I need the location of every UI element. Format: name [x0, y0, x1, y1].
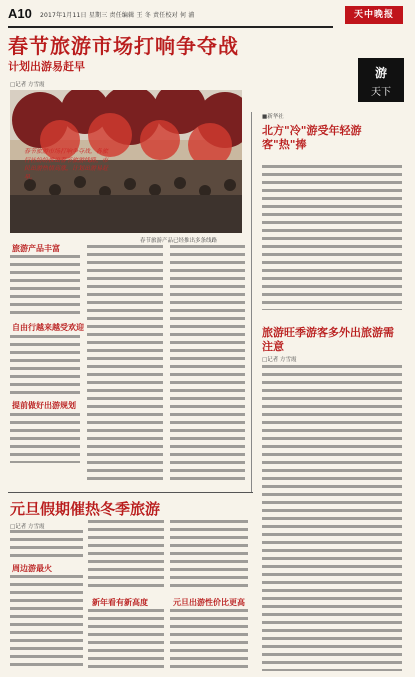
subhead-new-year: 新年看有新高度: [92, 598, 148, 607]
subhead-free-travel: 自由行越来越受欢迎: [12, 323, 84, 332]
photo-caption: 春节旅游产品已经推出多条线路: [140, 238, 218, 244]
column-divider: [251, 112, 252, 492]
page-number: A10: [8, 6, 32, 21]
headline: 春节旅游市场打响争夺战: [8, 34, 239, 58]
text-block: [10, 575, 83, 671]
text-block: [262, 365, 402, 671]
section-rule: [8, 492, 253, 493]
right-headline-2: 旅游旺季游客多外出旅游需注意: [262, 326, 394, 353]
text-block: [88, 520, 164, 592]
subhead-value: 元旦出游性价比更高: [173, 598, 245, 607]
section-title: 游: [374, 66, 387, 80]
text-block: [10, 255, 80, 317]
section-badge: [358, 58, 404, 102]
text-block: [10, 530, 83, 560]
text-block: [10, 413, 80, 463]
text-block: [262, 165, 402, 310]
text-block: [170, 520, 248, 592]
right-byline-2: □记者 方雪霞: [262, 357, 297, 363]
text-block: [10, 335, 80, 395]
subhead-products: 旅游产品丰富: [12, 244, 60, 253]
text-block: [88, 609, 164, 671]
text-block: [87, 245, 163, 485]
issue-meta: 2017年1月11日 星期三 责任编辑 王 冬 责任校对 何 浦: [40, 12, 195, 19]
byline: □记者 方雪霞: [10, 82, 45, 88]
right-headline: 北方"冷"游受年轻游客"热"捧: [262, 124, 362, 151]
lead-intro: 春节旅游市场打响争夺战，各旅行社纷纷推出春节旅游线路，市民出游热情高涨，计划出游易赶早。: [24, 148, 109, 181]
subheadline: 计划出游易赶早: [8, 60, 85, 73]
page-header: [8, 4, 333, 28]
subhead-local-trips: 周边游最火: [12, 564, 52, 573]
right-source: ■新华社: [262, 114, 284, 120]
text-block: [170, 245, 245, 485]
newspaper-logo: 天中晚报: [345, 6, 403, 24]
bottom-headline: 元旦假期催热冬季旅游: [10, 500, 161, 518]
subhead-planning: 提前做好出游规划: [12, 401, 76, 410]
text-block: [170, 609, 248, 671]
section-subtitle: 天下: [371, 87, 391, 98]
bottom-byline: □记者 方雪霞: [10, 524, 45, 530]
